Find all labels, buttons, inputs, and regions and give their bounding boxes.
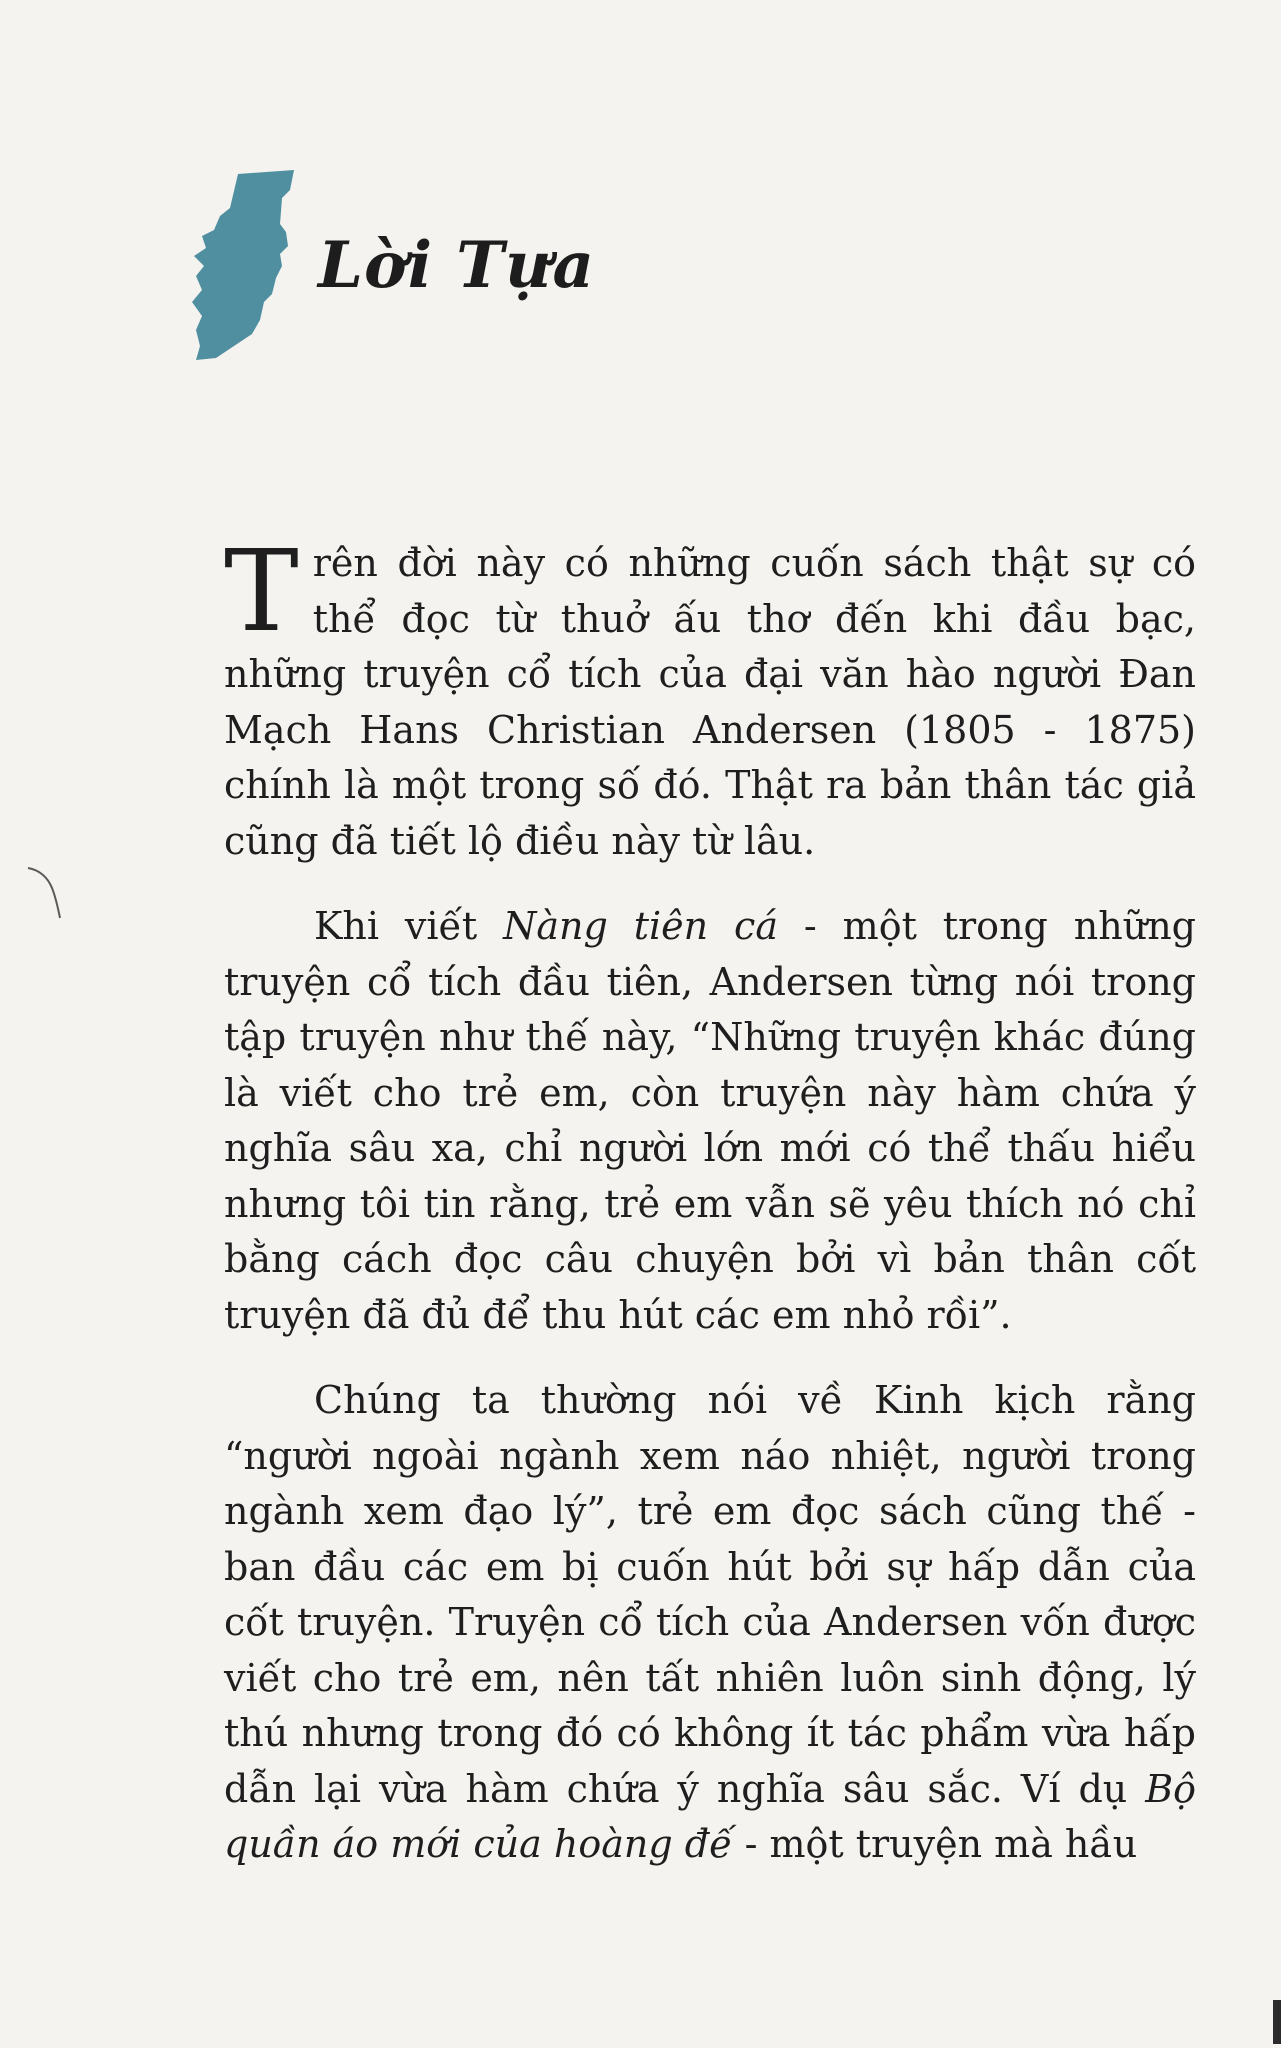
- paragraph-3: [224, 1373, 1196, 1873]
- margin-mark: [26, 862, 66, 922]
- paragraph-2: [224, 899, 1196, 1343]
- paragraph-3-lead: Chúng ta thường nói về Kinh kịch rằng “người ngoài ngành xem náo nhiệt, người trong ngành xem đạo lý”, trẻ em đọc sách cũng thế - ban đầu các em bị cuốn hút bởi sự hấp dẫn của cốt truyện. Truyện cổ tích của Andersen vốn được viết cho trẻ em, nên tất nhiên luôn sinh động, lý thú nhưng trong đó có không ít tác phẩm vừa hấp dẫn lại vừa hàm chứa ý nghĩa sâu sắc. Ví dụ: [224, 1378, 1196, 1811]
- drop-cap: T: [224, 527, 299, 657]
- paragraph-3-rest: - một truyện mà hầu: [732, 1822, 1138, 1866]
- page-edge-mark: [1273, 2000, 1281, 2044]
- paragraph-2-rest: - một trong những truyện cổ tích đầu tiên, Andersen từng nói trong tập truyện như thế này, “Những truyện khác đúng là viết cho trẻ em, còn truyện này hàm chứa ý nghĩa sâu xa, chỉ người lớn mới có thể thấu hiểu nhưng tôi tin rằng, trẻ em vẫn sẽ yêu thích nó chỉ bằng cách đọc câu chuyện bởi vì bản thân cốt truyện đã đủ để thu hút các em nhỏ rồi”.: [224, 904, 1196, 1337]
- paragraph-1: [224, 527, 1196, 869]
- chapter-header: [190, 170, 610, 360]
- preface-body: [224, 527, 1196, 1873]
- page-title: Lời Tựa: [318, 228, 595, 303]
- story-title-mermaid: Nàng tiên cá: [503, 904, 778, 948]
- paragraph-2-lead: Khi viết: [314, 904, 504, 948]
- story-title-emperor: Bộ quần áo mới của hoàng đế: [224, 1766, 1196, 1866]
- paragraph-1-text: rên đời này có những cuốn sách thật sự có thể đọc từ thuở ấu thơ đến khi đầu bạc, những truyện cổ tích của đại văn hào người Đan Mạch Hans Christian Andersen (1805 - 1875) chính là một trong số đó. Thật ra bản thân tác giả cũng đã tiết lộ điều này từ lâu.: [224, 541, 1196, 863]
- andersen-silhouette-icon: [190, 170, 300, 360]
